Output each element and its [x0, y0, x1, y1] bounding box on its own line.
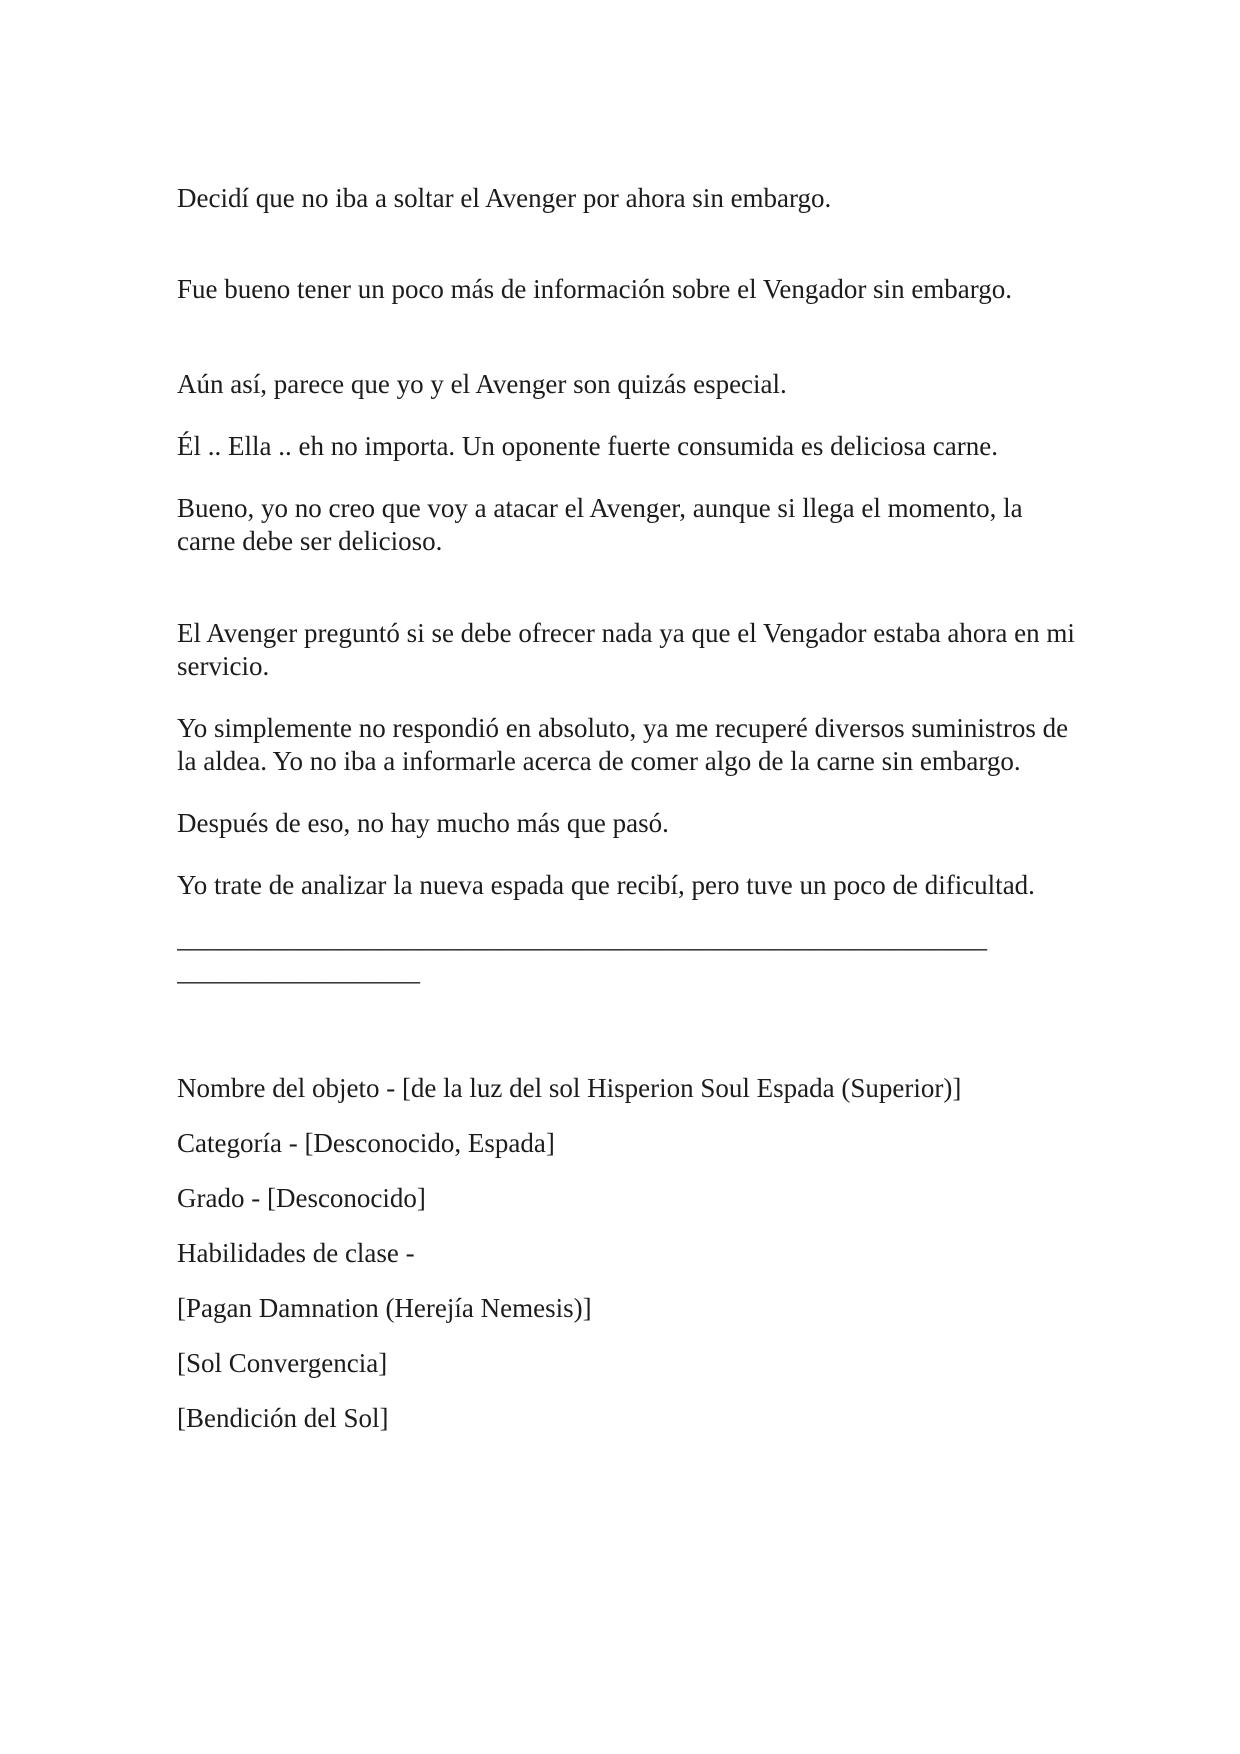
paragraph: Aún así, parece que yo y el Avenger son quizás especial.	[177, 369, 787, 399]
paragraph: Después de eso, no hay mucho más que pasó.	[177, 808, 669, 838]
paragraph: Él .. Ella .. eh no importa. Un oponente fuerte consumida es deliciosa carne.	[177, 431, 998, 461]
paragraph: Bueno, yo no creo que voy a atacar el Avenger, aunque si llega el momento, la carne debe ser delicioso.	[177, 493, 1023, 556]
paragraph: Fue bueno tener un poco más de información sobre el Vengador sin embargo.	[177, 274, 1013, 304]
separator-line: ____________________________________________________________ __________________	[177, 923, 987, 986]
item-name: Nombre del objeto - [de la luz del sol Hisperion Soul Espada (Superior)]	[177, 1073, 962, 1103]
paragraph: Yo trate de analizar la nueva espada que recibí, pero tuve un poco de dificultad.	[177, 870, 1035, 900]
skills-heading: Habilidades de clase -	[177, 1238, 415, 1268]
item-category: Categoría - [Desconocido, Espada]	[177, 1128, 555, 1158]
skill-item: [Pagan Damnation (Herejía Nemesis)]	[177, 1293, 592, 1323]
skill-item: [Sol Convergencia]	[177, 1348, 388, 1378]
skill-item: [Bendición del Sol]	[177, 1403, 389, 1433]
document-body	[177, 182, 1077, 1435]
paragraph: Decidí que no iba a soltar el Avenger por ahora sin embargo.	[177, 183, 832, 213]
paragraph: El Avenger preguntó si se debe ofrecer nada ya que el Vengador estaba ahora en mi servicio.	[177, 618, 1075, 681]
paragraph: Yo simplemente no respondió en absoluto, ya me recuperé diversos suministros de la aldea. Yo no iba a informarle acerca de comer algo de la carne sin embargo.	[177, 713, 1069, 776]
item-grade: Grado - [Desconocido]	[177, 1183, 426, 1213]
